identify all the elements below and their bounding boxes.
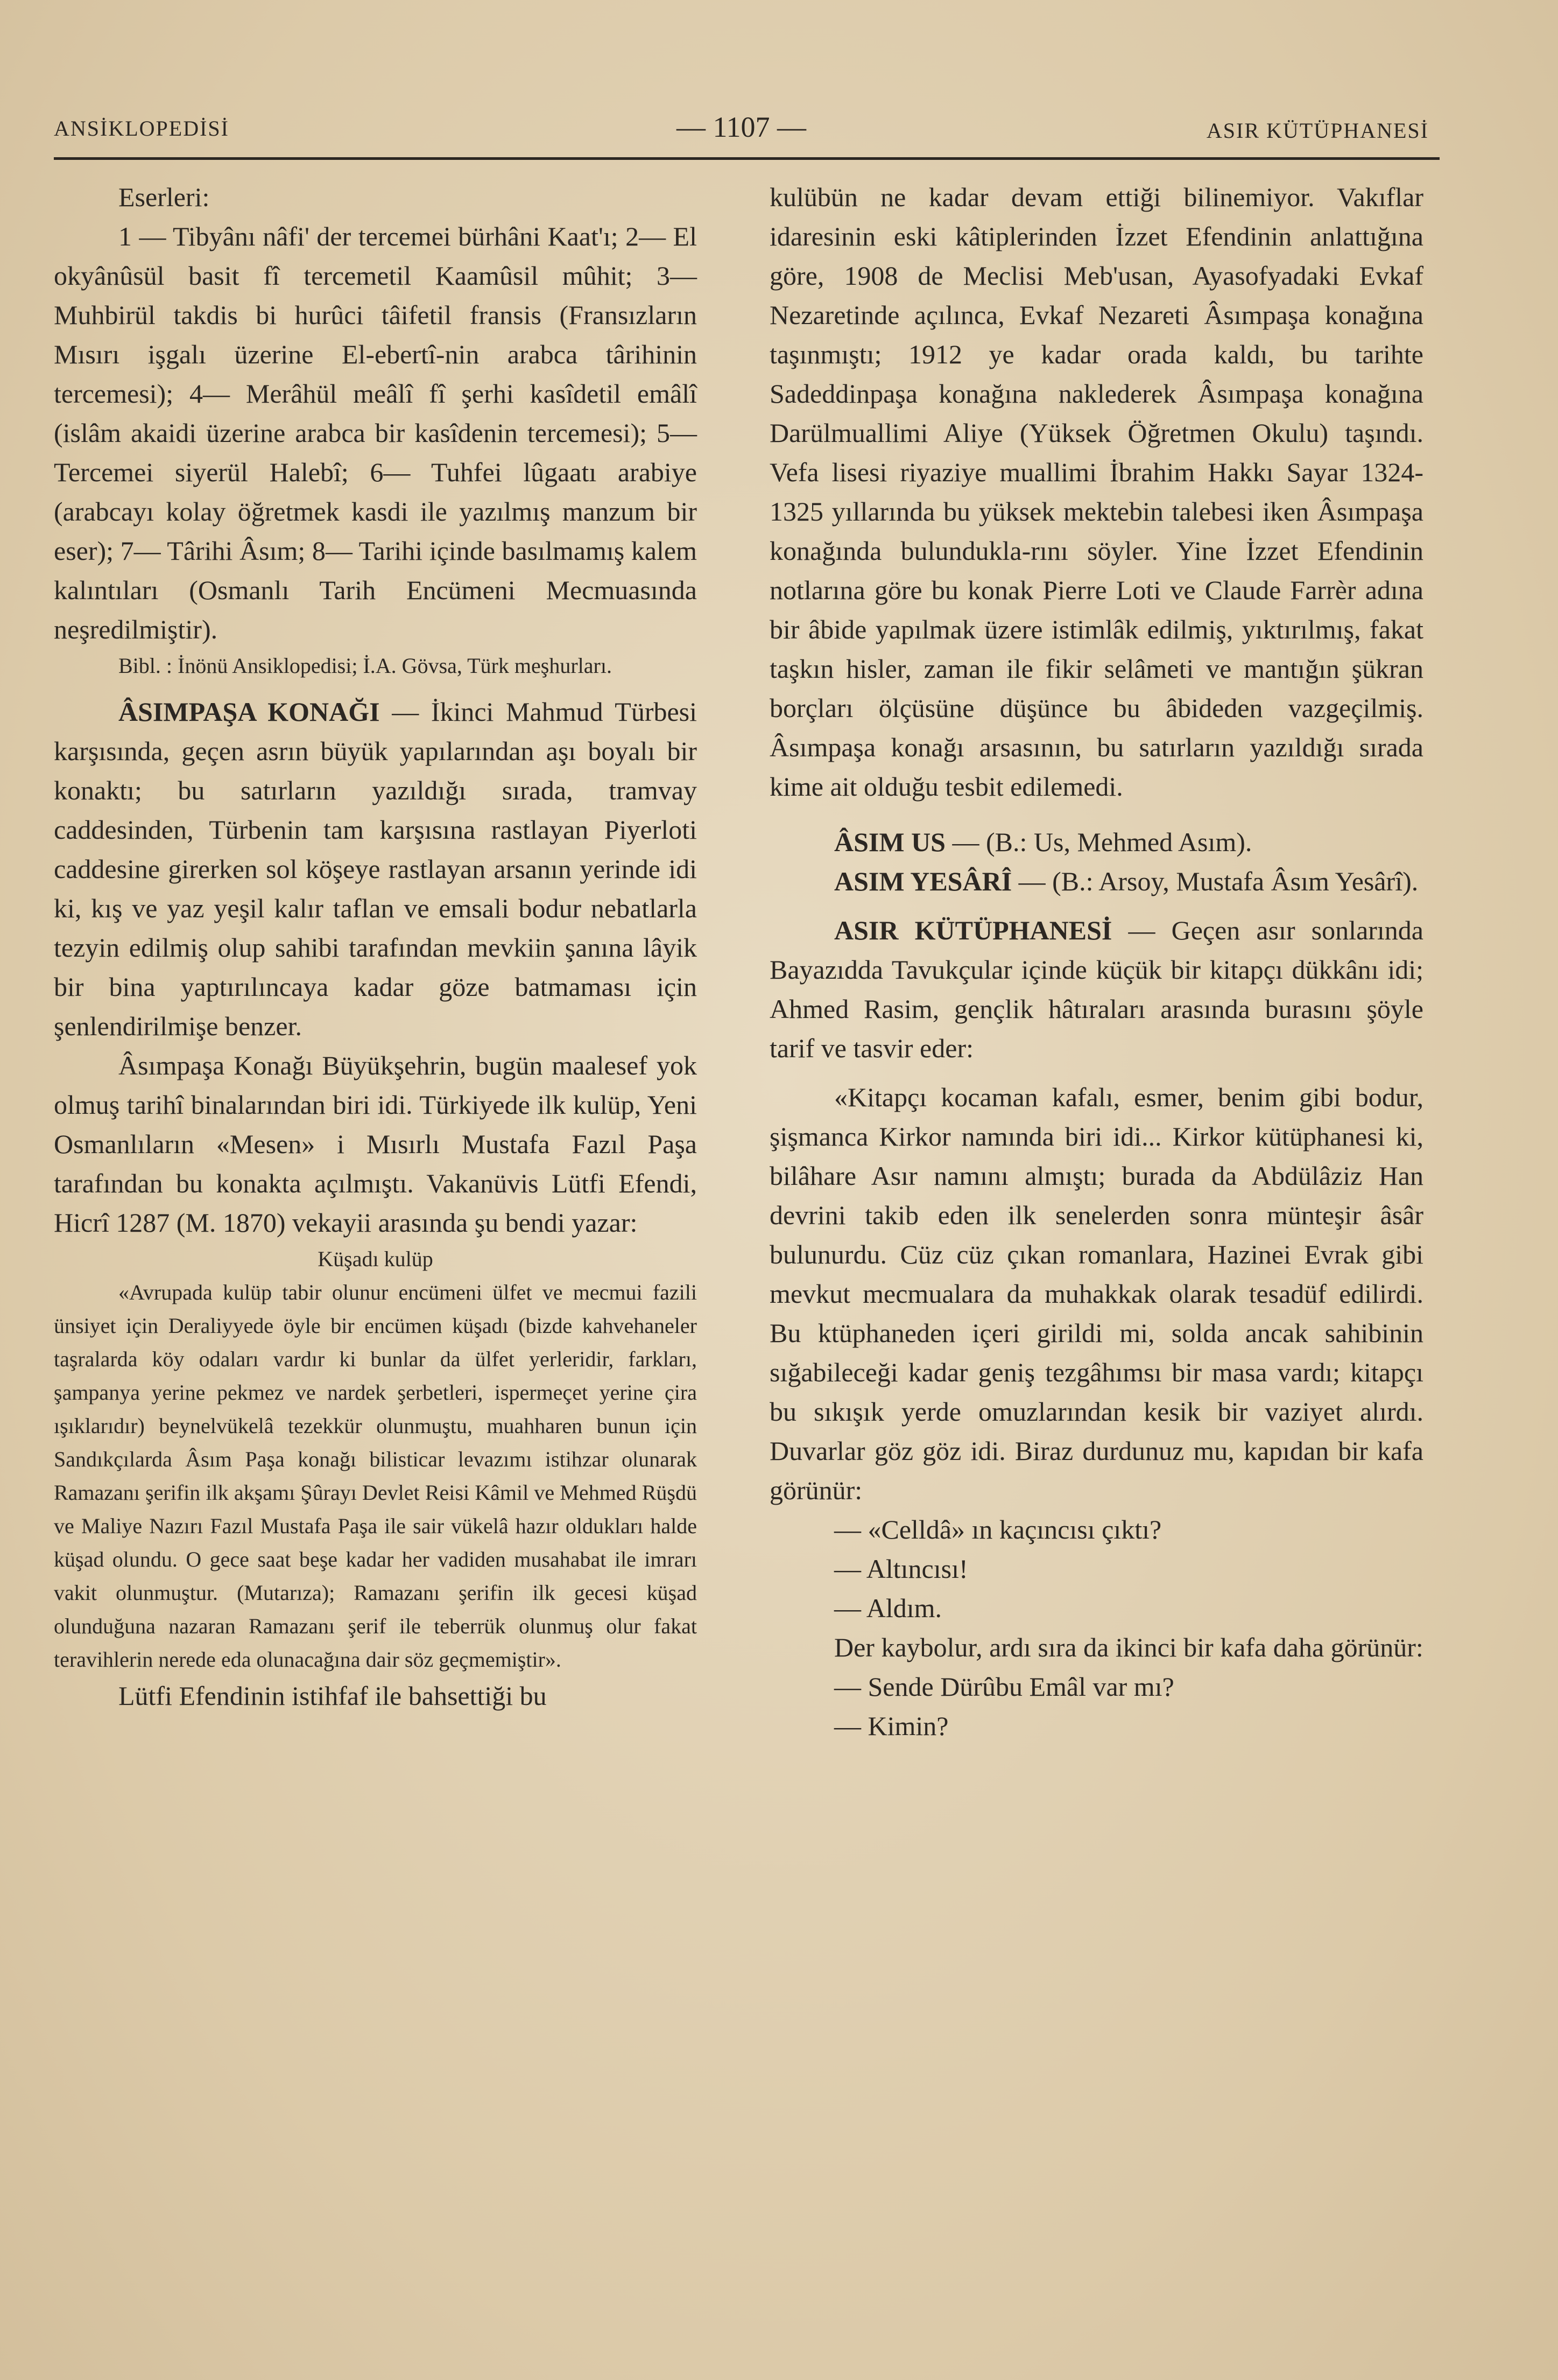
eserler-heading: Eserleri: <box>118 182 210 212</box>
asimpasa-konagi-entry <box>54 692 697 1046</box>
eserler-list: 1 — Tibyânı nâfi' der tercemei bürhâni Kaat'ı; 2— El okyânûsül basit fî tercemetil Kaamûsil mûhit; 3— Muhbirül takdis bi hurûci tâifetil fransis (Fransızların Mısırı işgalı üzerine El-ebertî-nin arabca târihinin tercemesi); 4— Merâhül meâlî fî şerhi kasîdetil emâlî (islâm akaidi üzerine arabca bir kasîdenin tercemesi); 5— Tercemei siyerül Halebî; 6— Tuhfei lûgaatı arabiye (arabcayı kolay öğretmek kasdi ile yazılmış manzum bir eser); 7— Târihi Âsım; 8— Tarihi içinde basılmamış kalem kalıntıları (Osmanlı Tarih Encümeni Mecmuasında neşredilmiştir). <box>54 221 697 644</box>
right-column <box>770 178 1423 1746</box>
page-number: — 1107 — <box>676 111 806 143</box>
dialogue-line: — Kimin? <box>834 1711 949 1741</box>
entry-body: — İkinci Mahmud Türbesi karşısında, geçen asrın büyük yapılarından aşı boyalı bir konaktı; bu satırların yazıldığı sırada, tramvay caddesinden, Türbenin tam karşısına rastlayan Piyerloti caddesine girerken sol köşeye rastlayan arsanın yerinde idi ki, kış ve yaz yeşil kalır taflan ve emsali bodur nebatlarla tezyin edilmiş olup sahibi tarafından mevkiin şanına lâyik bir bina yaptırılıncaya kadar göze batmaması için şenlendirilmişe benzer. <box>54 697 697 1041</box>
quote-body: «Avrupada kulüp tabir olunur encümeni ülfet ve mecmui fazili ünsiyet için Deraliyyede öyle bir encümen küşadı (bizde kahvehaneler taşralarda köy odaları vardır ki bunlar da ülfet yerleridir, farkları, şampanya yerine pekmez ve nardek şerbetleri, ispermeçet yerine çira ışıklarıdır) beynelvükelâ tezekkür olunmuştu, muahharen bunun için Sandıkçılarda Âsım Paşa konağı bilisticar levazımı istihzar olunarak Ramazanı şerifin ilk akşamı Şûrayı Devlet Reisi Kâmil ve Mehmed Rüşdü ve Maliye Nazırı Fazıl Mustafa Paşa ile sair vükelâ hazır oldukları halde küşad olundu. O gece saat beşe kadar her vadiden musahabat ile imrarı vakit olunmuştur. (Mutarıza); Ramazanı şerifin ilk gecesi küşad olunduğuna nazaran Ramazanı şerif ile teberrük olunmuş olur fakat teravihlerin nerede eda olunacağına dair söz geçmemiştir». <box>54 1280 697 1672</box>
entry-body: — (B.: Arsoy, Mustafa Âsım Yesârî). <box>1012 866 1419 896</box>
entry-title: ASIM YESÂRÎ <box>834 866 1012 896</box>
dialogue-line: — Aldım. <box>834 1593 942 1623</box>
dialogue-line: Der kaybolur, ardı sıra da ikinci bir kafa daha görünür: <box>834 1632 1423 1662</box>
asir-kutuphanesi-entry <box>770 911 1423 1068</box>
entry-body: — Geçen asır sonlarında Bayazıdda Tavukçular içinde küçük bir kitapçı dükkânı idi; Ahmed Rasim, gençlik hâtıraları arasında burasını şöyle tarif ve tasvir eder: <box>770 915 1423 1063</box>
bibliography: Bibl. : İnönü Ansiklopedisi; İ.A. Gövsa, Türk meşhurları. <box>118 654 612 678</box>
left-last-line: Lütfi Efendinin istihfaf ile bahsettiği bu <box>118 1681 547 1711</box>
asim-yesari-entry <box>770 862 1423 901</box>
running-head-right: ASIR KÜTÜPHANESİ <box>1206 118 1429 143</box>
header-rule <box>54 157 1440 160</box>
entry-body: — (B.: Us, Mehmed Asım). <box>945 827 1252 857</box>
entry-title: ÂSIM US <box>834 827 946 857</box>
left-column <box>54 178 697 1716</box>
running-head-left: ANSİKLOPEDİSİ <box>54 116 229 141</box>
dialogue-line: — Altıncısı! <box>834 1554 968 1584</box>
ahmed-rasim-quote: «Kitapçı kocaman kafalı, esmer, benim gibi bodur, şişmanca Kirkor namında biri idi... Kirkor kütüphanesi ki, bilâhare Asır namını almıştı; burada da Abdülâziz Han devrini takib eden ilk senelerden sonra münteşir âsâr bulunurdu. Cüz cüz çıkan romanlara, Hazinei Evrak gibi mevkut mecmualara da muhakkak olarak tesadüf edilirdi. Bu ktüphaneden içeri girildi mi, solda ancak sahibinin sığabileceği kadar geniş tezgâhımsı bir masa vardı; kitapçı bu sıkışık yerde omuzlarından kesik bir vaziyet alırdı. Duvarlar göz göz idi. Biraz durdunuz mu, kapıdan bir kafa görünür: <box>770 1082 1423 1505</box>
entry-title: ASIR KÜTÜPHANESİ <box>834 915 1112 945</box>
asim-us-entry <box>770 823 1423 862</box>
asimpasa-konagi-paragraph: Âsımpaşa Konağı Büyükşehrin, bugün maalesef yok olmuş tarihî binalarından biri idi. Türkiyede ilk kulüp, Yeni Osmanlıların «Mesen» i Mısırlı Mustafa Fazıl Paşa tarafından bu konakta açılmıştı. Vakanüvis Lütfi Efendi, Hicrî 1287 (M. 1870) vekayii arasında şu bendi yazar: <box>54 1050 697 1238</box>
continued-paragraph: kulübün ne kadar devam ettiği bilinemiyor. Vakıflar idaresinin eski kâtiplerinden İzzet Efendinin anlattığına göre, 1908 de Meclisi Meb'usan, Ayasofyadaki Evkaf Nezaretinde açılınca, Evkaf Nezareti Âsımpaşa konağına taşınmıştı; 1912 ye kadar orada kaldı, bu tarihte Sadeddinpaşa konağına naklederek Âsımpaşa konağına Darülmuallimi Aliye (Yüksek Öğretmen Okulu) taşındı. Vefa lisesi riyaziye muallimi İbrahim Hakkı Sayar 1324-1325 yıllarında bu yüksek mektebin talebesi iken Âsımpaşa konağında bulundukla-rını söyler. Yine İzzet Efendinin notlarına göre bu konak Pierre Loti ve Claude Farrèr adına bir âbide yapılmak üzere istimlâk edilmiş, yıktırılmış, fakat taşkın hisler, zaman ile fikir selâmeti ve mantığın şükran borçları ölçüsüne düşünce bu âbideden vazgeçilmiş. Âsımpaşa konağı arsasının, bu satırların yazıldığı sırada kime ait olduğu tesbit edilemedi. <box>770 182 1423 802</box>
dialogue-line: — Sende Dürûbu Emâl var mı? <box>834 1672 1174 1702</box>
page-header <box>54 105 1429 153</box>
quote-title: Küşadı kulüp <box>318 1247 433 1271</box>
dialogue-line: — «Celldâ» ın kaçıncısı çıktı? <box>834 1514 1162 1544</box>
entry-title: ÂSIMPAŞA KONAĞI <box>118 697 380 727</box>
